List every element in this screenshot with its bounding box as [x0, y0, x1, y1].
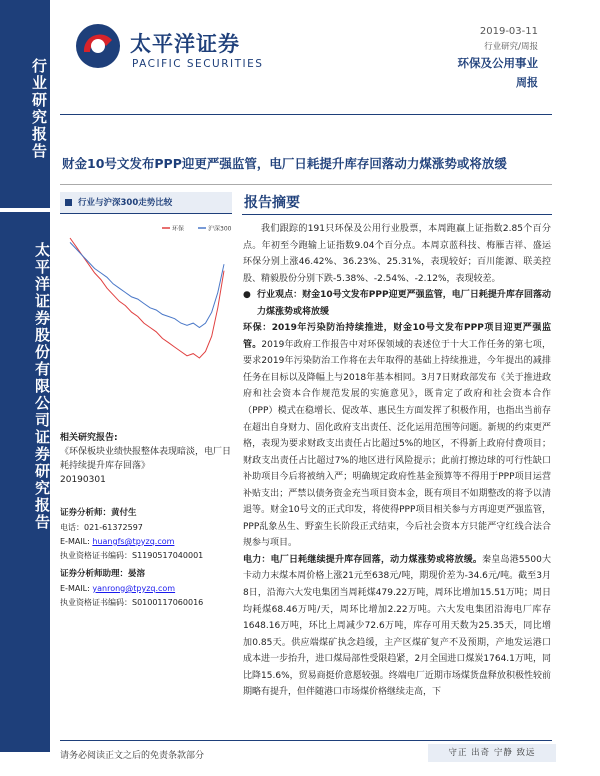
assistant-email-link[interactable]: yanrong@tpyzq.com — [92, 583, 176, 593]
analyst-email-row — [60, 535, 236, 549]
chart-title-bar — [60, 192, 232, 214]
assistant-email-row — [60, 582, 236, 596]
power-lead: 电力：电厂日耗继续提升库存回落，动力煤涨势或将放缓。 — [243, 554, 483, 565]
sidebar-top-band — [0, 0, 50, 208]
report-type: 行业研究/周报 — [484, 42, 538, 52]
summary-divider — [242, 214, 552, 215]
sidebar-company-name: 太平洋证券股份有限公司证券研究报告 — [33, 242, 51, 531]
summary-paragraph-3 — [243, 552, 551, 701]
report-sector: 环保及公用事业 — [457, 56, 538, 70]
analyst-email-link[interactable]: huangfs@tpyzq.com — [92, 536, 175, 546]
bullet-dot-icon: ● — [243, 290, 251, 301]
analyst-info — [60, 506, 236, 610]
series-line-0 — [70, 238, 224, 358]
industry-vs-index-chart — [62, 220, 232, 370]
summary-paragraph-2 — [243, 320, 551, 552]
sidebar-report-type: 行业研究报告 — [30, 58, 48, 160]
pacific-logo-icon — [74, 22, 122, 70]
company-logo — [74, 22, 274, 80]
analyst-phone: 电话：021-61372597 — [60, 522, 143, 532]
related-report-date: 20190301 — [60, 474, 106, 485]
environment-lead: 环保：2019年污染防治持续推进，财金10号文发布PPP项目迎更严强监 — [243, 323, 551, 334]
analyst-email-label: E-MAIL: — [60, 536, 93, 546]
report-frequency: 周报 — [516, 76, 538, 89]
chart-title: 行业与沪深300走势比较 — [78, 198, 173, 208]
legend-label-0: 环保 — [172, 225, 185, 233]
summary-body — [243, 221, 551, 701]
summary-heading: 报告摘要 — [244, 195, 300, 211]
related-reports-heading: 相关研究报告: — [60, 433, 118, 443]
related-reports — [60, 432, 232, 488]
header-divider — [60, 114, 552, 115]
assistant-cert: 执业资格证书编码：S0100117060016 — [60, 597, 204, 607]
square-bullet-icon — [65, 199, 72, 206]
environment-lead-end: 管。 — [243, 339, 262, 350]
footer-motto: 守正 出奇 宁静 致远 — [428, 744, 556, 762]
footer-divider — [60, 740, 552, 741]
summary-bullet — [243, 287, 551, 320]
related-report-title[interactable]: 《环保板块业绩快报整体表现暗淡，电厂日耗持续提升库存回落》 — [60, 446, 232, 471]
environment-text: 2019年政府工作报告中对环保领域的表述位于十大工作任务的第七项，要求2019年污染防治工作将在去年取得的基础上持续推进，今年提出的减排任务在目标以及降幅上与2018年基本相同。3月7日财政部发布《关于推进政府和社会资本合作规范发展的实施意见》，既肯定了政府和社会资本合作（PPP）模式在稳增长、促改革、惠民生方面发挥了积极作用，也指出当前存在超出自身财力、固化政府支出责任、泛化运用范围等问题。新规的约束更严格，表现为要求财政支出责任占比超过5%的地区，不得新上政府付费项目；财政支出责任占比超过7%的地区进行风险提示；此前打擦边球的可行性缺口补助项目今后将被纳入严；明确规定政府性基金预算等不得用于PPP项目运营补贴支出；严禁以债务资金充当项目资本金，既有项目不如期整改的将予以清退等。财金10号文的正式印发，将使得PPP项目相关参与方再迎更严强监管，PPP乱象丛生、野蛮生长阶段正式结束，今后社会资本方只能严守红线合法合规参与项目。 — [243, 339, 551, 549]
summary-paragraph-1: 我们跟踪的191只环保及公用行业股票，本周跑赢上证指数2.85个百分点。年初至今跑输上证指数9.04个百分点。本周京蓝科技、梅雁吉祥、盛运环保分别上涨46.42%、36.23%、25.31%，表现较好；百川能源、联美控股、精毅股份分别下跌-5.38%、-2.54%、-2.12%，表现较差。 — [243, 224, 551, 284]
report-date: 2019-03-11 — [479, 26, 538, 37]
footer-disclaimer: 请务必阅读正文之后的免责条款部分 — [60, 751, 205, 761]
bullet-text: 行业观点：财金10号文发布PPP迎更严强监管，电厂日耗提升库存回落动力煤涨势或将放缓 — [257, 290, 551, 317]
analyst-name: 证券分析师：黄付生 — [60, 508, 137, 518]
assistant-email-label: E-MAIL: — [60, 583, 93, 593]
logo-english-name: PACIFIC SECURITIES — [132, 58, 264, 70]
assistant-name: 证券分析师助理：晏溶 — [60, 568, 146, 579]
header-meta — [458, 26, 539, 90]
power-text: 秦皇岛港5500大卡动力末煤本周价格上涨21元至638元/吨，期现价差为-34.6元/吨。截至3月8日，沿海六大发电集团当周耗煤479.22万吨，周环比增加15.51万吨；周日均耗煤68.46万吨/天，周环比增加2.22万吨。六大发电集团沿海电厂库存1648.16万吨，环比上周减少72.6万吨，库存可用天数为25.35天，同比增加0.85天。供应端煤矿执念趋缓，主产区煤矿复产不及预期，产地发运港口成本进一步抬升，进口煤局部性受限趋紧，2月全国进口煤炭1764.1万吨，同比降15.6%，贸易商挺价意愿较强。终端电厂近期市场煤货盘释放积极性较前期略有提升，但伴随港口市场煤价格继续走高，下 — [243, 554, 551, 698]
legend-label-1: 沪深300 — [208, 225, 232, 233]
sidebar-bottom-band — [0, 212, 50, 752]
title-divider — [60, 184, 552, 185]
left-sidebar — [0, 0, 50, 776]
logo-chinese-name: 太平洋证券 — [130, 32, 240, 56]
series-line-1 — [70, 242, 224, 327]
analyst-cert: 执业资格证书编码：S1190517040001 — [60, 550, 204, 560]
page-title: 财金10号文发布PPP迎更严强监管，电厂日耗提升库存回落动力煤涨势或将放缓 — [62, 156, 507, 171]
